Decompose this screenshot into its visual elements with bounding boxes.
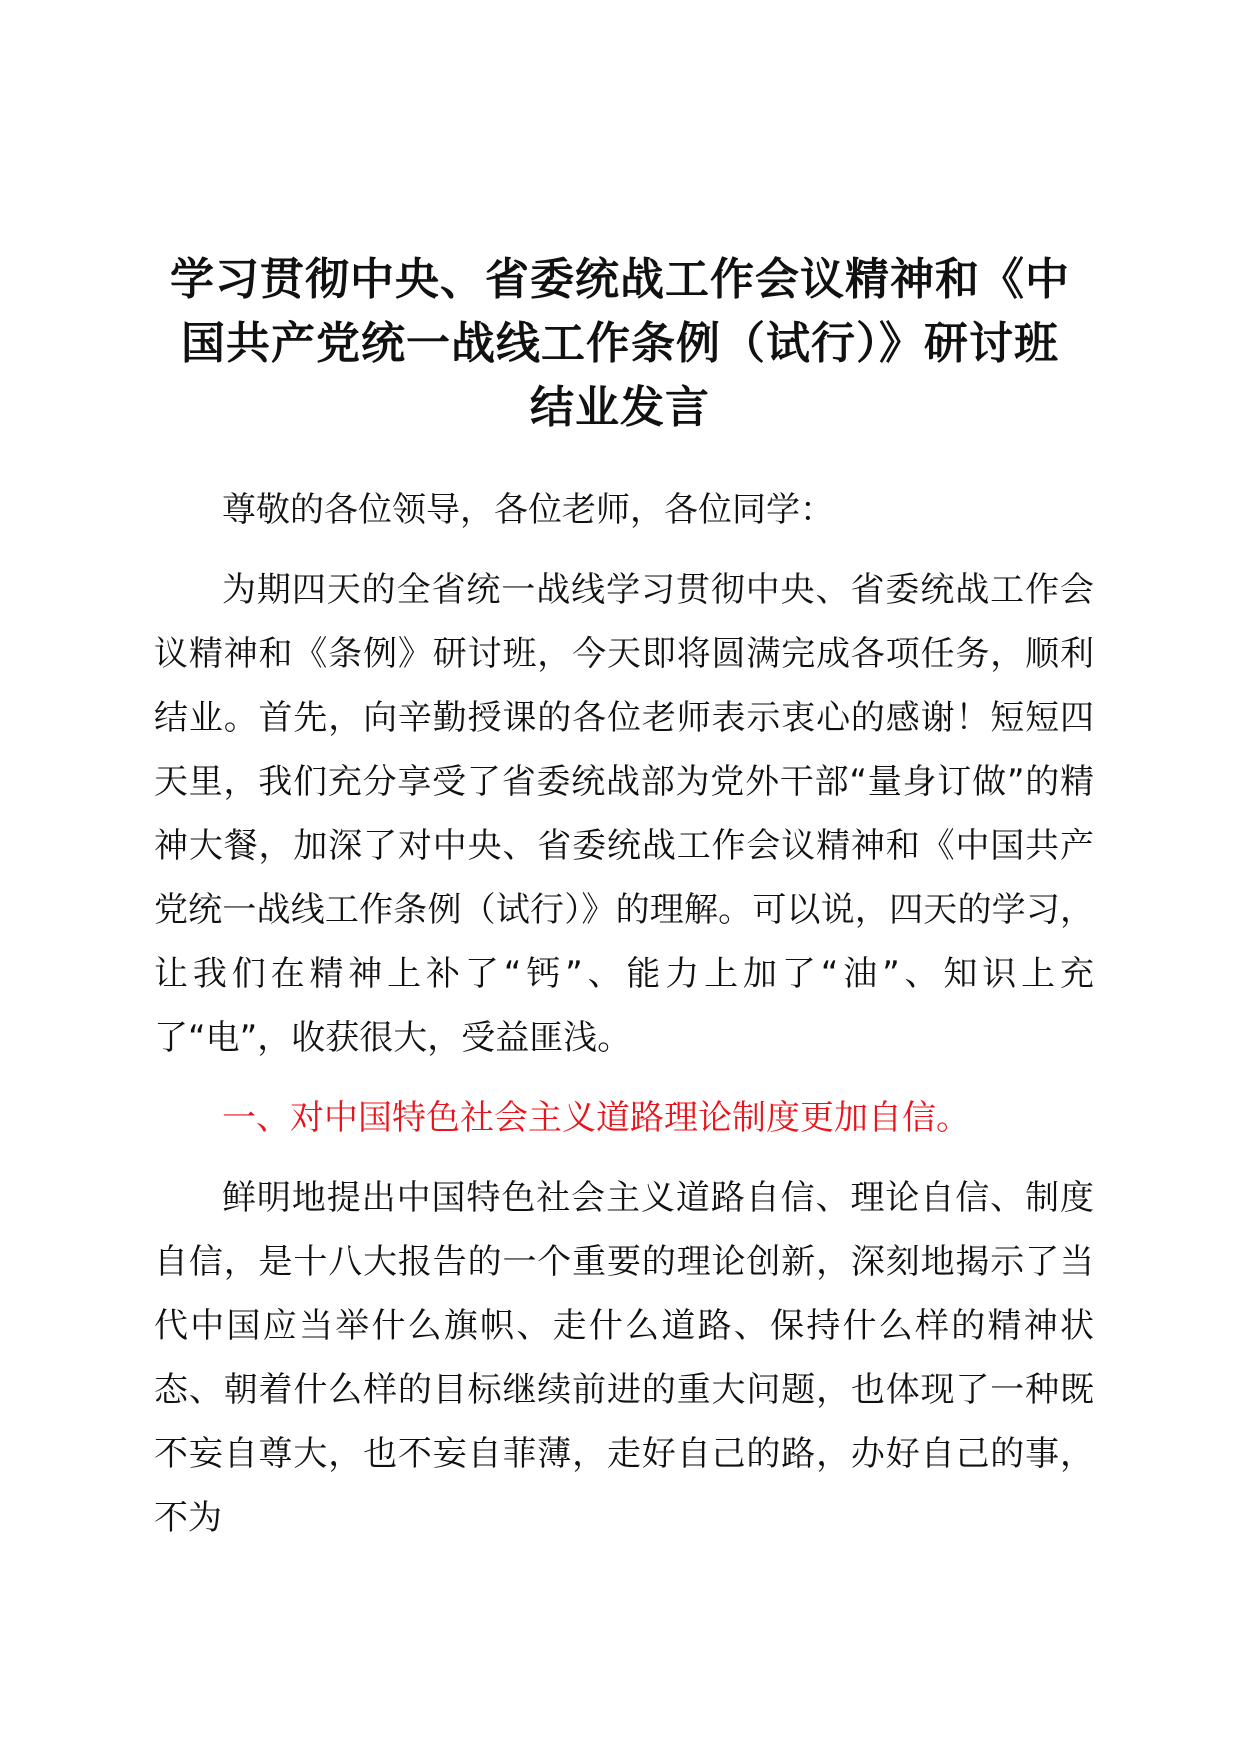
document-body — [154, 478, 1094, 1566]
title-line-1: 学习贯彻中央、省委统战工作会议精神和《中 — [170, 254, 1070, 305]
section-heading-1: 一、对中国特色社会主义道路理论制度更加自信。 — [222, 1098, 970, 1138]
title-line-3: 结业发言 — [530, 382, 710, 433]
greeting: 尊敬的各位领导，各位老师，各位同学： — [222, 490, 834, 530]
paragraph-1: 为期四天的全省统一战线学习贯彻中央、省委统战工作会议精神和《条例》研讨班，今天即将圆满完成各项任务，顺利结业。首先，向辛勤授课的各位老师表示衷心的感谢！短短四天里，我们充分享受了省委统战部为党外干部“量身订做”的精神大餐，加深了对中央、省委统战工作会议精神和《中国共产党统一战线工作条例（试行）》的理解。可以说，四天的学习，让我们在精神上补了“钙”、能力上加了“油”、知识上充了“电”，收获很大，受益匪浅。 — [154, 570, 1094, 1058]
title-line-2: 国共产党统一战线工作条例（试行）》研讨班 — [181, 318, 1059, 369]
document-title — [150, 248, 1090, 440]
paragraph-2: 鲜明地提出中国特色社会主义道路自信、理论自信、制度自信，是十八大报告的一个重要的理论创新，深刻地揭示了当代中国应当举什么旗帜、走什么道路、保持什么样的精神状态、朝着什么样的目标继续前进的重大问题，也体现了一种既不妄自尊大，也不妄自菲薄，走好自己的路，办好自己的事，不为 — [154, 1178, 1094, 1538]
